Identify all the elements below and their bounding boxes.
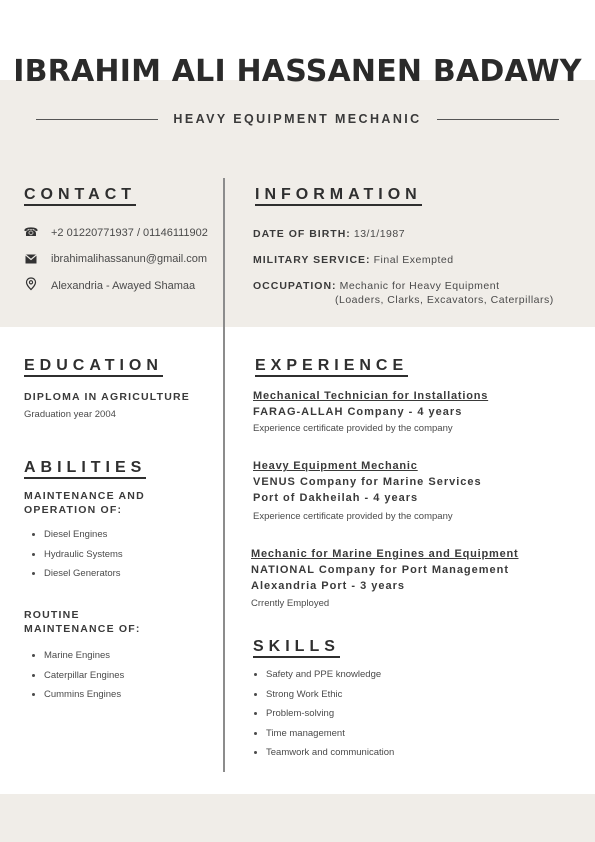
- abilities-group2-title: ROUTINE MAINTENANCE OF:: [24, 609, 141, 635]
- info-dob: [253, 228, 405, 240]
- education-heading: EDUCATION: [24, 357, 163, 375]
- skills-list: [246, 668, 394, 766]
- phone-icon: ☎: [23, 225, 39, 239]
- candidate-name: IBRAHIM ALI HASSANEN BADAWY: [13, 54, 582, 89]
- skill-item: Strong Work Ethic: [246, 688, 394, 708]
- occupation-value-line2: (Loaders, Clarks, Excavators, Caterpillars): [335, 294, 554, 306]
- contact-address: Alexandria - Awayed Shamaa: [51, 280, 196, 292]
- job-2-company: VENUS Company for Marine Services: [253, 476, 482, 488]
- ability-item: Diesel Generators: [24, 567, 123, 587]
- column-divider: [223, 178, 225, 772]
- job-1-company: FARAG-ALLAH Company - 4 years: [253, 406, 463, 418]
- skill-item: Safety and PPE knowledge: [246, 668, 394, 688]
- ability-item: Diesel Engines: [24, 528, 123, 548]
- abilities-group2-list: [24, 649, 124, 708]
- ability-item: Caterpillar Engines: [24, 669, 124, 689]
- dob-label: DATE OF BIRTH:: [253, 228, 351, 240]
- occupation-value: Mechanic for Heavy Equipment: [339, 280, 500, 292]
- ability-item: Cummins Engines: [24, 688, 124, 708]
- info-military: [253, 254, 454, 266]
- skill-item: Teamwork and communication: [246, 746, 394, 766]
- abilities-group1-title: MAINTENANCE AND OPERATION OF:: [24, 490, 145, 516]
- skill-item: Problem-solving: [246, 707, 394, 727]
- education-degree: DIPLOMA IN AGRICULTURE: [24, 391, 191, 403]
- abilities-group1-list: [24, 528, 123, 587]
- skills-heading: SKILLS: [253, 638, 340, 656]
- ability-item: Hydraulic Systems: [24, 548, 123, 568]
- job-2-note: Experience certificate provided by the company: [253, 511, 453, 522]
- dob-value: 13/1/1987: [353, 228, 406, 240]
- job-1-title: Mechanical Technician for Installations: [253, 390, 489, 402]
- skill-item: Time management: [246, 727, 394, 747]
- bottom-background-band: [0, 794, 595, 842]
- ability-item: Marine Engines: [24, 649, 124, 669]
- education-year: Graduation year 2004: [24, 409, 116, 420]
- info-occupation: [253, 280, 500, 292]
- job-3-title: Mechanic for Marine Engines and Equipment: [251, 548, 519, 560]
- job-3-company: NATIONAL Company for Port Management: [251, 564, 510, 576]
- location-pin-icon: [24, 277, 38, 291]
- contact-email: ibrahimalihassanun@gmail.com: [51, 253, 208, 265]
- mail-icon: [24, 252, 38, 266]
- job-2-title: Heavy Equipment Mechanic: [253, 460, 418, 472]
- military-value: Final Exempted: [373, 254, 454, 266]
- candidate-role: HEAVY EQUIPMENT MECHANIC: [173, 112, 422, 126]
- information-heading: INFORMATION: [255, 186, 422, 204]
- military-label: MILITARY SERVICE:: [253, 254, 371, 266]
- abilities-heading: ABILITIES: [24, 459, 146, 477]
- contact-phone: +2 01220771937 / 01146111902: [51, 227, 208, 239]
- occupation-label: OCCUPATION:: [253, 280, 337, 292]
- job-3-location: Alexandria Port - 3 years: [251, 580, 406, 592]
- experience-heading: EXPERIENCE: [255, 357, 408, 375]
- job-3-note: Crrently Employed: [251, 598, 330, 609]
- job-2-location: Port of Dakheilah - 4 years: [253, 492, 419, 504]
- job-1-note: Experience certificate provided by the company: [253, 423, 453, 434]
- contact-heading: CONTACT: [24, 186, 136, 204]
